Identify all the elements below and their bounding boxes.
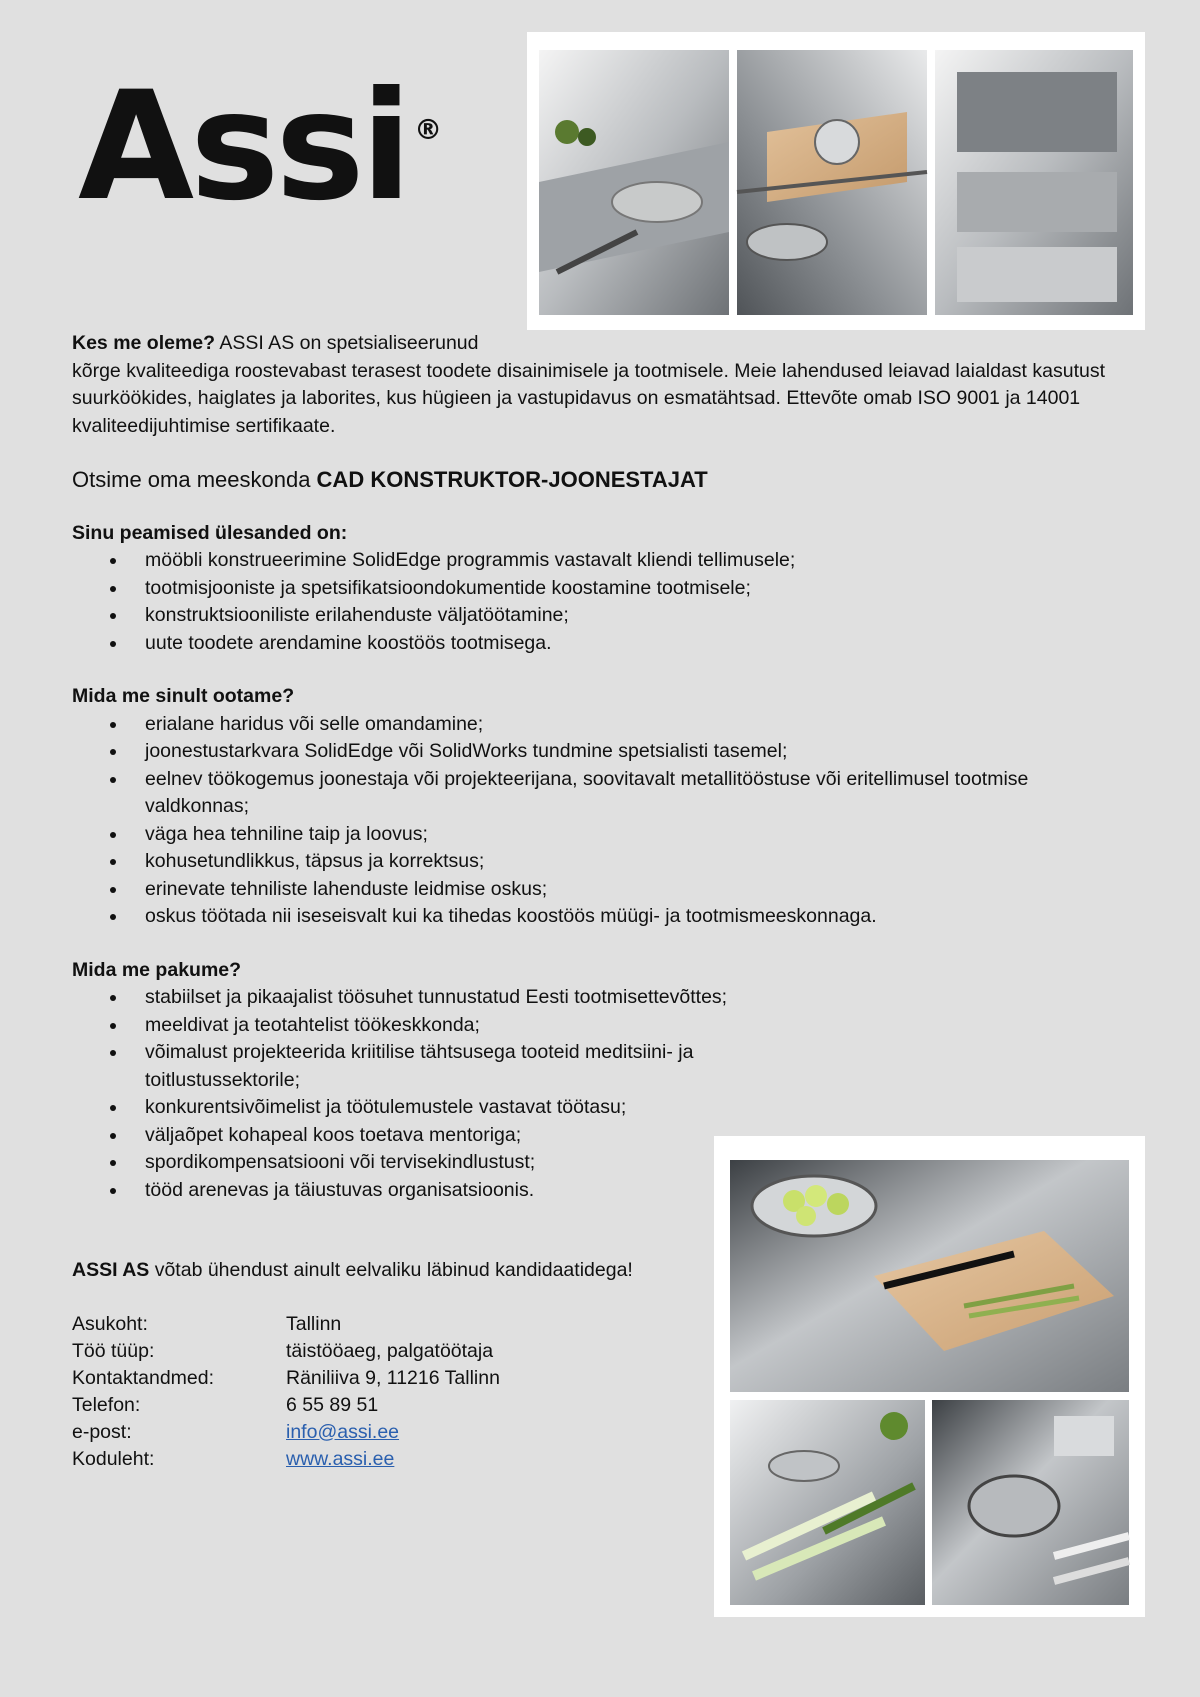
details-row: Asukoht: Tallinn	[72, 1311, 500, 1338]
steel-sink-shelves-image	[527, 32, 1145, 330]
list-item: joonestustarkvara SolidEdge või SolidWorks tundmine spetsialisti tasemel;	[145, 738, 1132, 766]
website-link[interactable]: www.assi.ee	[286, 1447, 395, 1470]
assi-logo: Assi ®	[78, 60, 443, 234]
intro-lead-text: ASSI AS on spetsialiseerunud	[215, 332, 479, 354]
list-item: tööd arenevas ja täiustuvas organisatsioonis.	[145, 1177, 785, 1205]
list-item: uute toodete arendamine koostöös tootmisega.	[145, 630, 1132, 658]
email-link[interactable]: info@assi.ee	[286, 1420, 400, 1443]
list-item: stabiilset ja pikaajalist töösuhet tunnustatud Eesti tootmisettevõttes;	[145, 984, 785, 1012]
details-row: e-post: info@assi.ee	[72, 1420, 400, 1443]
phone-value: 6 55 89 51	[286, 1393, 379, 1416]
list-item: kohusetundlikkus, täpsus ja korrektsus;	[145, 848, 1132, 876]
details-row: Telefon: 6 55 89 51	[72, 1392, 500, 1419]
list-item: väljaõpet kohapeal koos toetava mentoriga;	[145, 1122, 785, 1150]
list-item: konkurentsivõimelist ja töötulemustele vastavat töötasu;	[145, 1094, 785, 1122]
offer-title: Mida me pakume?	[72, 958, 242, 981]
location-value: Tallinn	[286, 1312, 342, 1335]
list-item: väga hea tehniline taip ja loovus;	[145, 821, 1132, 849]
steel-worktable-image	[714, 1136, 1145, 1617]
details-table	[72, 1311, 500, 1473]
intro-lead: Kes me oleme?	[72, 332, 216, 354]
list-item: meeldivat ja teotahtelist töökeskkonda;	[145, 1012, 785, 1040]
list-item: tootmisjooniste ja spetsifikatsioondokumentide koostamine tootmisele;	[145, 575, 1132, 603]
tasks-list	[72, 547, 1132, 657]
registered-mark: ®	[414, 113, 443, 146]
intro-paragraph	[72, 330, 1132, 440]
list-item: konstruktsiooniliste erilahenduste väljatöötamine;	[145, 602, 1132, 630]
list-item: eelnev töökogemus joonestaja või projekteerijana, soovitavalt metallitööstuse või eritellimusel tootmise valdkonnas;	[145, 766, 1132, 821]
top-product-photo	[527, 32, 1145, 330]
tasks-title: Sinu peamised ülesanded on:	[72, 521, 348, 544]
position-heading: Otsime oma meeskonda CAD KONSTRUKTOR-JOONESTAJAT	[72, 467, 708, 492]
requirements-title: Mida me sinult ootame?	[72, 685, 295, 707]
job-type-value: täistööaeg, palgatöötaja	[286, 1339, 494, 1362]
details-row: Kontaktandmed: Räniliiva 9, 11216 Tallinn	[72, 1365, 500, 1392]
list-item: erialane haridus või selle omandamine;	[145, 711, 1132, 739]
position-title: CAD KONSTRUKTOR-JOONESTAJAT	[316, 467, 708, 492]
list-item: erinevate tehniliste lahenduste leidmise oskus;	[145, 876, 1132, 904]
list-item: spordikompensatsiooni või tervisekindlustust;	[145, 1149, 785, 1177]
list-item: võimalust projekteerida kriitilise tähtsusega tooteid meditsiini- ja toitlustussektorile;	[145, 1039, 785, 1094]
address-value: Räniliiva 9, 11216 Tallinn	[286, 1366, 500, 1389]
offer-list	[72, 984, 785, 1204]
contact-note: ASSI AS võtab ühendust ainult eelvaliku läbinud kandidaatidega!	[72, 1259, 633, 1281]
details-row: Koduleht: www.assi.ee	[72, 1447, 395, 1470]
intro-body: kõrge kvaliteediga roostevabast terasest toodete disainimisele ja tootmisele. Meie lahendused leiavad laialdast kasutust suurköökides, haiglates ja laborites, kus hügieen ja vastupidavus on esmatähtsad. Ettevõte omab ISO 9001 ja 14001 kvaliteedijuhtimise sertifikaate.	[72, 359, 1106, 437]
requirements-list	[72, 711, 1132, 931]
bottom-product-photo	[714, 1136, 1145, 1617]
list-item: oskus töötada nii iseseisvalt kui ka tihedas koostöös müügi- ja tootmismeeskonnaga.	[145, 903, 1132, 931]
list-item: mööbli konstrueerimine SolidEdge programmis vastavalt kliendi tellimusele;	[145, 547, 1132, 575]
details-row: Töö tüüp: täistööaeg, palgatöötaja	[72, 1338, 500, 1365]
